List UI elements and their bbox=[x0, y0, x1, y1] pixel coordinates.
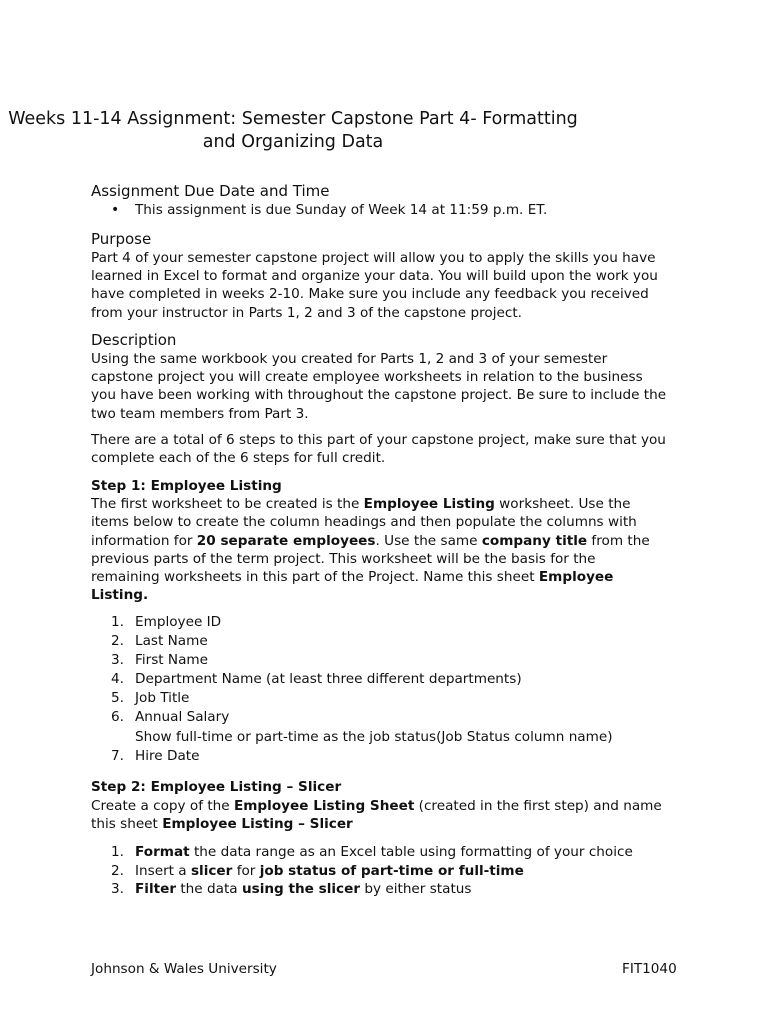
list-item bbox=[91, 613, 681, 632]
text: for bbox=[232, 862, 260, 879]
document-title bbox=[0, 108, 677, 154]
list-item bbox=[91, 747, 681, 766]
text: remaining worksheets in this part of the Project. Name this sheet bbox=[91, 569, 539, 586]
description-line: two team members from Part 3. bbox=[91, 405, 309, 422]
step1-section bbox=[91, 477, 681, 604]
step1-line: items below to create the column headings and then populate the columns with bbox=[91, 514, 637, 531]
text: information for bbox=[91, 532, 197, 549]
bold-text: slicer bbox=[190, 862, 233, 879]
list-text: Department Name (at least three different departments) bbox=[135, 671, 522, 688]
list-text: Last Name bbox=[135, 633, 208, 650]
list-item bbox=[91, 862, 681, 881]
bold-text: 20 separate employees bbox=[196, 532, 376, 549]
bold-text: Employee Listing – Slicer bbox=[162, 816, 353, 833]
list-number: 4. bbox=[111, 671, 124, 688]
step1-line bbox=[91, 586, 681, 604]
text: from the bbox=[587, 532, 650, 549]
description-section bbox=[91, 331, 681, 423]
step2-section bbox=[91, 778, 681, 834]
purpose-section bbox=[91, 230, 681, 322]
list-text: Employee ID bbox=[135, 614, 222, 630]
list-text: Show full-time or part-time as the job status(Job Status column name) bbox=[135, 728, 613, 745]
text: this sheet bbox=[91, 816, 163, 833]
purpose-line: learned in Excel to format and organize your data. You will build upon the work you bbox=[91, 268, 658, 285]
list-number: 3. bbox=[111, 652, 124, 669]
step1-line bbox=[91, 568, 681, 586]
title-line-1: Weeks 11-14 Assignment: Semester Capstone Part 4- Formatting bbox=[8, 109, 578, 129]
purpose-line: from your instructor in Parts 1, 2 and 3 of the capstone project. bbox=[91, 304, 522, 321]
steps-line: complete each of the 6 steps for full credit. bbox=[91, 450, 386, 467]
description-line: capstone project you will create employee worksheets in relation to the business bbox=[91, 369, 643, 386]
text: . Use the same bbox=[375, 532, 482, 549]
list-number: 2. bbox=[111, 633, 124, 650]
steps-overview bbox=[91, 431, 681, 467]
list-text: Annual Salary bbox=[135, 709, 230, 726]
step2-list bbox=[91, 843, 681, 899]
bold-text: job status of part-time or full-time bbox=[259, 862, 524, 879]
text: (created in the first step) and name bbox=[414, 798, 662, 815]
text: the data range as an Excel table using formatting of your choice bbox=[189, 844, 633, 860]
bold-text: using the slicer bbox=[241, 881, 361, 897]
list-item bbox=[91, 880, 681, 899]
list-text: First Name bbox=[135, 652, 209, 669]
purpose-line: have completed in weeks 2-10. Make sure you include any feedback you received bbox=[91, 286, 649, 303]
description-line: Using the same workbook you created for Parts 1, 2 and 3 of your semester bbox=[91, 351, 608, 367]
step2-heading bbox=[91, 778, 681, 796]
bold-text: Listing. bbox=[91, 587, 149, 604]
steps-line: There are a total of 6 steps to this part of your capstone project, make sure that you bbox=[91, 432, 666, 448]
step1-heading bbox=[91, 477, 681, 495]
step2-line bbox=[91, 815, 681, 833]
text: by either status bbox=[360, 881, 472, 897]
list-number: 6. bbox=[111, 709, 124, 726]
due-list bbox=[91, 201, 681, 219]
purpose-heading: Purpose bbox=[91, 230, 152, 248]
due-bullet: • This assignment is due Sunday of Week 14 at 11:59 p.m. ET. bbox=[91, 201, 681, 219]
list-number: 1. bbox=[111, 844, 124, 860]
step1-line bbox=[91, 532, 681, 550]
footer-right: FIT1040 bbox=[622, 961, 677, 977]
list-number: 7. bbox=[111, 747, 124, 764]
step1-columns-list bbox=[91, 613, 681, 766]
list-item bbox=[91, 632, 681, 651]
list-text: Job Title bbox=[135, 690, 190, 707]
list-item bbox=[91, 708, 681, 727]
list-number: 3. bbox=[111, 881, 124, 897]
bold-text: Format bbox=[135, 844, 190, 860]
due-section bbox=[91, 182, 681, 219]
step1-line: previous parts of the term project. This worksheet will be the basis for the bbox=[91, 550, 596, 567]
text: Insert a bbox=[135, 862, 191, 879]
text: worksheet. Use the bbox=[494, 496, 631, 513]
list-item-note bbox=[91, 728, 681, 747]
list-item bbox=[91, 670, 681, 689]
description-heading: Description bbox=[91, 331, 177, 349]
step2-line bbox=[91, 797, 681, 815]
bold-text: Employee Listing Sheet bbox=[233, 798, 415, 815]
purpose-line: Part 4 of your semester capstone project will allow you to apply the skills you have bbox=[91, 250, 656, 266]
list-number: 5. bbox=[111, 690, 124, 707]
text: the data bbox=[176, 881, 242, 897]
text: Create a copy of the bbox=[91, 798, 234, 815]
text: The first worksheet to be created is the bbox=[91, 496, 364, 513]
list-number: 1. bbox=[111, 614, 124, 630]
list-item bbox=[91, 689, 681, 708]
description-line: you have been working with throughout the capstone project. Be sure to include the bbox=[91, 387, 667, 404]
list-item bbox=[91, 651, 681, 670]
list-item bbox=[91, 843, 681, 862]
bold-text: company title bbox=[481, 532, 588, 549]
bold-text: Filter bbox=[135, 881, 177, 897]
bold-text: Employee bbox=[538, 569, 614, 586]
due-heading: Assignment Due Date and Time bbox=[91, 182, 330, 200]
bold-text: Employee Listing bbox=[363, 496, 495, 513]
list-text: Hire Date bbox=[135, 747, 200, 764]
list-number: 2. bbox=[111, 862, 124, 879]
title-line-2: and Organizing Data bbox=[202, 132, 384, 152]
step2-heading-text: Step 2: Employee Listing – Slicer bbox=[91, 779, 342, 795]
step1-line bbox=[91, 495, 681, 513]
footer-left: Johnson & Wales University bbox=[91, 961, 277, 977]
step1-heading-text: Step 1: Employee Listing bbox=[91, 478, 282, 494]
